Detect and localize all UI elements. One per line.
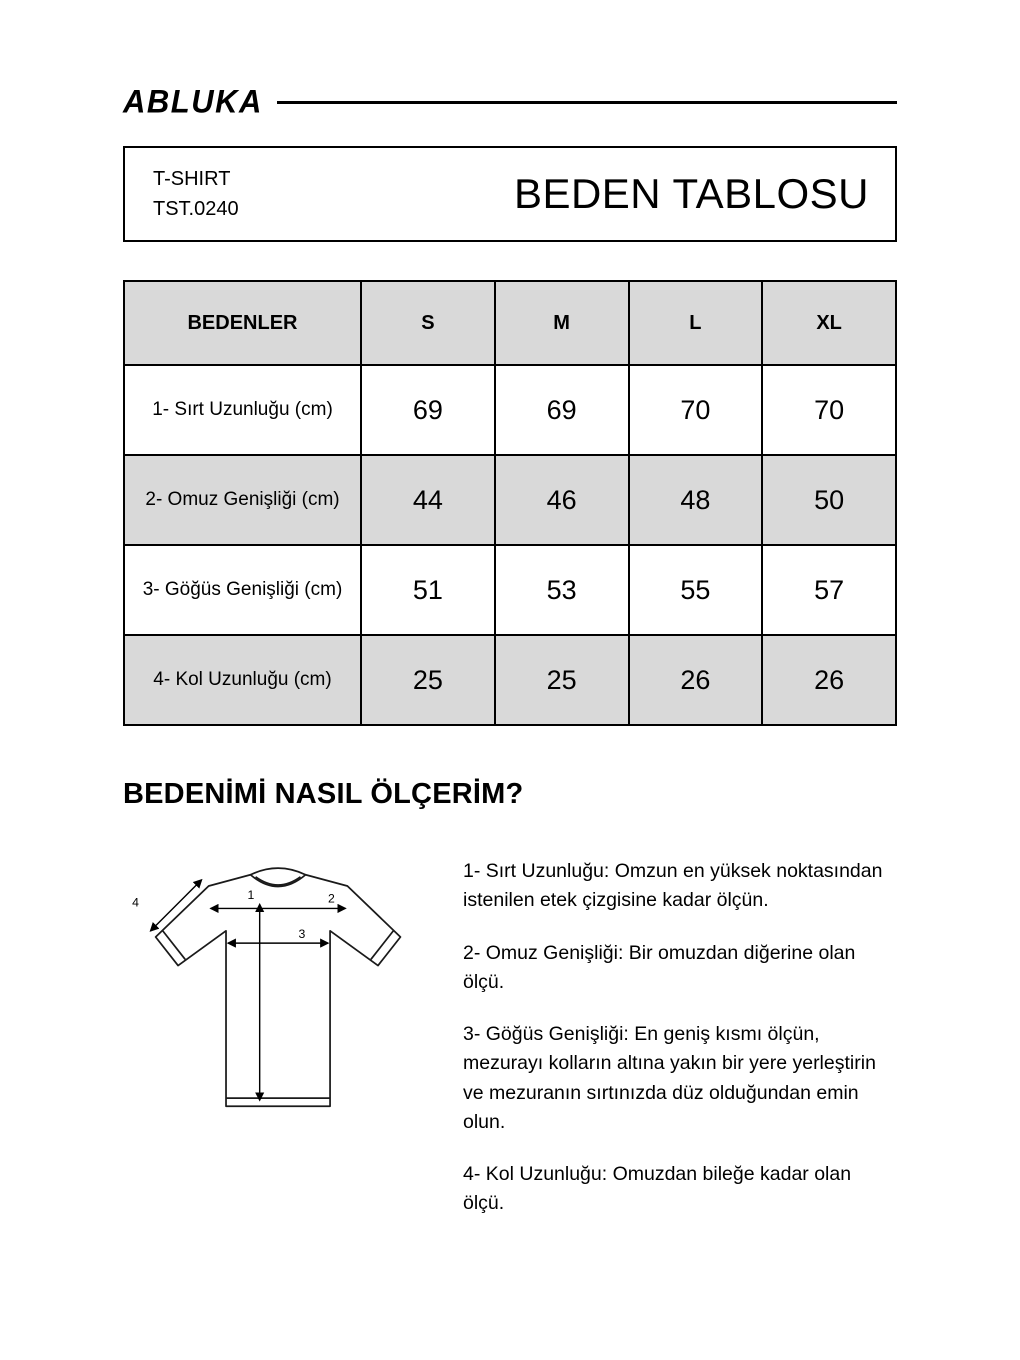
size-value: 26	[629, 635, 763, 725]
size-value: 69	[361, 365, 495, 455]
table-row-sleeve-length	[124, 635, 896, 725]
header-cell-m: M	[495, 281, 629, 365]
instruction-item-4: 4- Kol Uzunluğu: Omuzdan bileğe kadar olan ölçü.	[463, 1163, 852, 1215]
product-type: T-SHIRT	[153, 168, 231, 190]
title-box	[123, 146, 897, 242]
row-label: 4- Kol Uzunluğu (cm)	[124, 635, 361, 725]
size-table	[123, 280, 897, 726]
tshirt-diagram-svg	[123, 849, 429, 1129]
size-value: 55	[629, 545, 763, 635]
product-info	[153, 164, 239, 224]
instruction-item-3: 3- Göğüs Genişliği: En geniş kısmı ölçün, mezurayı kolların altına yakın bir yere yerleştirin ve mezuranın sırtınızda düz olduğundan emin olun.	[463, 1023, 876, 1133]
row-label: 2- Omuz Genişliği (cm)	[124, 455, 361, 545]
size-value: 46	[495, 455, 629, 545]
row-label: 3- Göğüs Genişliği (cm)	[124, 545, 361, 635]
measure-instructions	[463, 849, 897, 1242]
instruction-item-1: 1- Sırt Uzunluğu: Omzun en yüksek noktasından istenilen etek çizgisine kadar ölçün.	[463, 860, 883, 912]
size-value: 70	[629, 365, 763, 455]
diagram-label-2: 2	[328, 891, 335, 906]
header-cell-l: L	[629, 281, 763, 365]
size-value: 50	[762, 455, 896, 545]
measure-area	[123, 849, 897, 1242]
table-row-chest-width	[124, 545, 896, 635]
size-value: 53	[495, 545, 629, 635]
measure-section-heading: BEDENİMİ NASIL ÖLÇERİM?	[123, 778, 524, 810]
size-chart-title: BEDEN TABLOSU	[513, 170, 869, 217]
brand-header	[123, 84, 897, 120]
logo-divider-line	[277, 101, 897, 104]
product-code: TST.0240	[153, 198, 239, 220]
row-label: 1- Sırt Uzunluğu (cm)	[124, 365, 361, 455]
header-cell-s: S	[361, 281, 495, 365]
tshirt-diagram	[123, 849, 429, 1242]
size-value: 48	[629, 455, 763, 545]
table-header-row	[124, 281, 896, 365]
diagram-label-4: 4	[132, 895, 139, 910]
size-value: 57	[762, 545, 896, 635]
measure-arrow-4	[151, 880, 202, 931]
header-cell-bedenler: BEDENLER	[124, 281, 361, 365]
diagram-label-1: 1	[247, 888, 255, 903]
size-value: 25	[361, 635, 495, 725]
table-row-shoulder-width	[124, 455, 896, 545]
instruction-item-2: 2- Omuz Genişliği: Bir omuzdan diğerine olan ölçü.	[463, 941, 856, 993]
brand-logo: ABLUKA	[123, 83, 263, 120]
size-value: 70	[762, 365, 896, 455]
diagram-label-3: 3	[298, 927, 306, 941]
size-value: 26	[762, 635, 896, 725]
header-cell-xl: XL	[762, 281, 896, 365]
tshirt-outline	[156, 868, 401, 1106]
table-row-back-length	[124, 365, 896, 455]
size-value: 69	[495, 365, 629, 455]
size-value: 25	[495, 635, 629, 725]
size-value: 44	[361, 455, 495, 545]
size-value: 51	[361, 545, 495, 635]
